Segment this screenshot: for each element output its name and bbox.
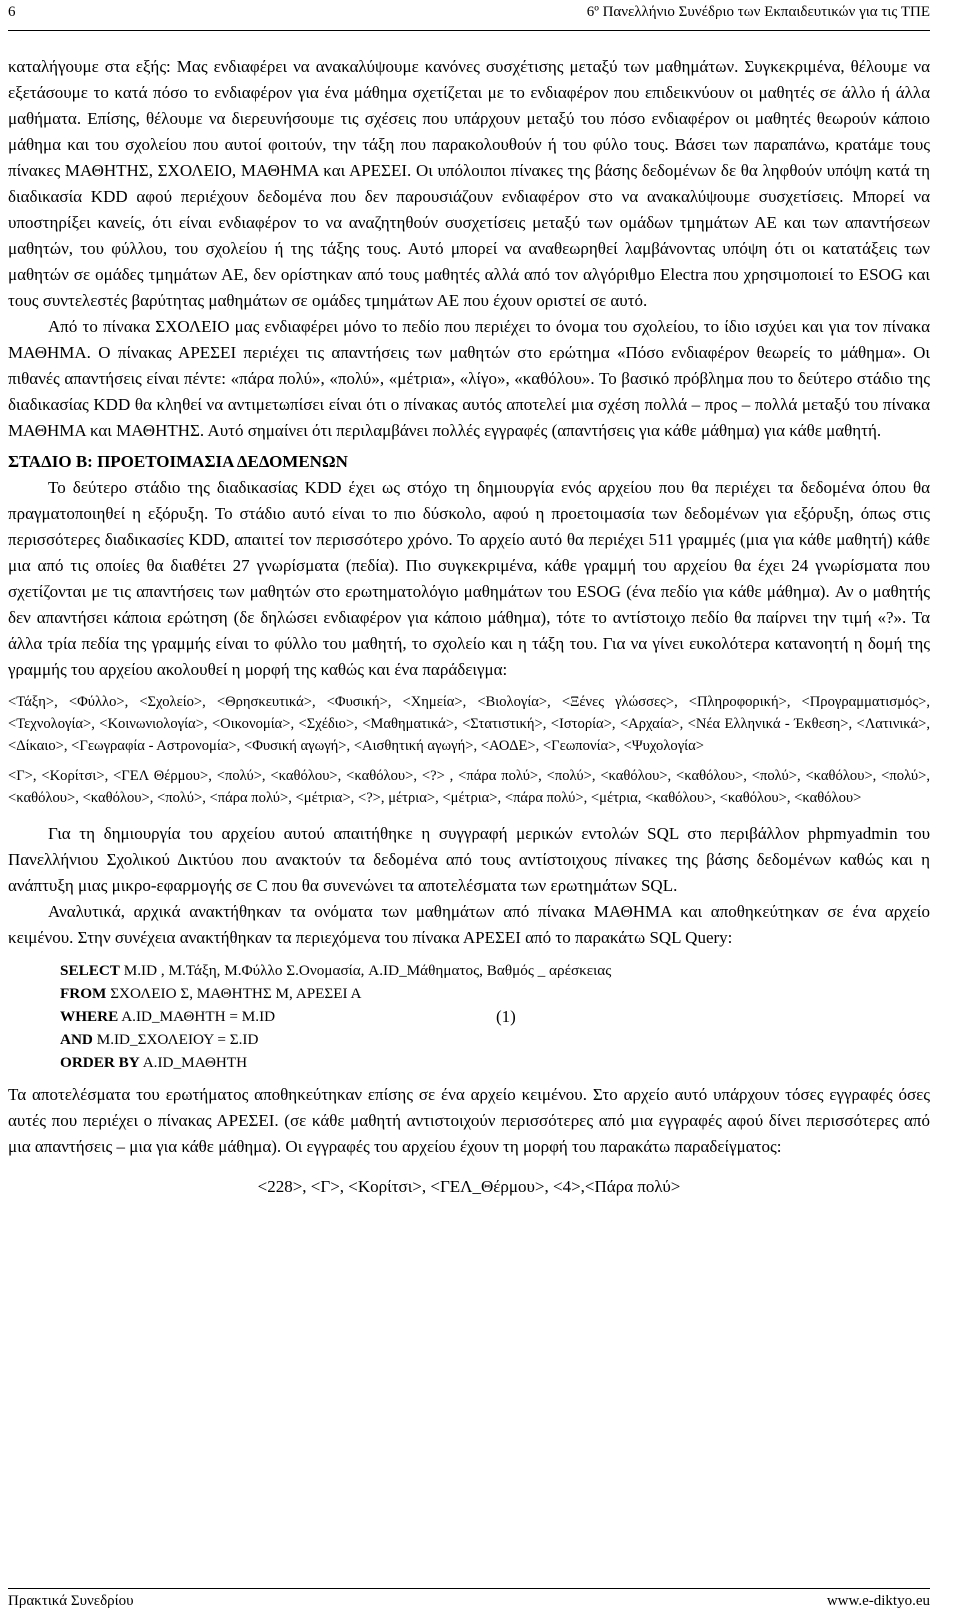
sql-keyword: AND bbox=[60, 1031, 93, 1048]
record-example: <228>, <Γ>, <Κορίτσι>, <ΓΕΛ_Θέρμου>, <4>,<Πάρα πολύ> bbox=[257, 1177, 681, 1196]
paragraph-3: Το δεύτερο στάδιο της διαδικασίας KDD έχει ως στόχο τη δημιουργία ενός αρχείου που θα περιέχει τα δεδομένα όπου θα πραγματοποιηθεί η εξόρυξη. Το στάδιο αυτό είναι το πιο δύσκολο, αφού η προετοιμασία των δεδομένων για εξόρυξη, όπως στις περισσότερες διαδικασίες KDD, απαιτεί τον περισσότερο χρόνο. Το αρχείο αυτό θα περιέχει 511 γραμμές (μια για κάθε μαθητή) κάθε μια από τις οποίες θα διαθέτει 27 γνωρίσματα (πεδία). Πιο συγκεκριμένα, κάθε γραμμή του αρχείου θα έχει 24 γνωρίσματα που σχετίζονται με τις απαντήσεις των μαθητών στο ερωτηματολόγιο μαθημάτων του ESOG (ένα πεδίο για κάθε μάθημα). Αν ο μαθητής δεν απαντήσει κάποια ερώτηση (δε δηλώσει ενδιαφέρον για κάποιο μάθημα), τότε το αντίστοιχο πεδίο θα παίρνει την τιμή «?». Τα άλλα τρία πεδία της γραμμής είναι το φύλλο του μαθητή, το σχολείο και η τάξη του. Για να γίνει ευκολότερα κατανοητή η δομή της γραμμής του αρχείου ακολουθεί η μορφή της καθώς και ένα παράδειγμα: bbox=[8, 478, 930, 679]
sql-line-from: FROM ΣΧΟΛΕΙΟ Σ, ΜΑΘΗΤΗΣ Μ, ΑΡΕΣΕΙ Α bbox=[60, 985, 362, 1002]
paragraph-1: καταλήγουμε στα εξής: Μας ενδιαφέρει να ανακαλύψουμε κανόνες συσχέτισης μεταξύ των μαθημάτων. Συγκεκριμένα, θέλουμε να εξετάσουμε το κατά πόσο το ενδιαφέρον για ένα μάθημα σχετίζεται με το ενδιαφέρον που επιδεικνύουν οι μαθητές σε άλλο ή άλλα μαθήματα. Επίσης, θέλουμε να διερευνήσουμε τις σχέσεις που υπάρχουν μεταξύ του πόσο ενδιαφέρον οι μαθητές θεωρούν κάποιο μάθημα και του σχολείου που αυτοί φοιτούν, την τάξη που παρακολουθούν ή του φύλο τους. Βάσει των παραπάνω, κρατάμε τους πίνακες ΜΑΘΗΤΗΣ, ΣΧΟΛΕΙΟ, ΜΑΘΗΜΑ και ΑΡΕΣΕΙ. Οι υπόλοιποι πίνακες της βάσης δεδομένων δε θα ληφθούν υπόψη κατά τη διαδικασία KDD αφού περιέχουν δεδομένα που δεν παρουσιάζουν ενδιαφέρον στο να ανακαλύψουμε συσχετίσεις. Μπορεί να υποστηρίξει κανείς, ότι είναι ενδιαφέρον το να αναζητηθούν συσχετίσεις μεταξύ των ομάδων τμημάτων ΑΕ και των απαντήσεων μαθητών, του φύλλου, του σχολείου ή της τάξης τους. Αυτό μπορεί να αναθεωρηθεί λαμβάνοντας υπόψη ότι οι κατατάξεις των μαθητών σε ομάδες τμημάτων ΑΕ, δεν ορίστηκαν από τους μαθητές αλλά από τον αλγόριθμο Electra που χρησιμοποιεί το ESOG και τους συντελεστές βαρύτητας μαθημάτων σε ομάδες τμημάτων ΑΕ που έχουν οριστεί σε αυτό. bbox=[8, 57, 930, 310]
footer-website: www.e-diktyo.eu bbox=[826, 1593, 930, 1609]
paragraph-6: Τα αποτελέσματα του ερωτήματος αποθηκεύτηκαν επίσης σε ένα αρχείο κειμένου. Στο αρχείο αυτό υπάρχουν τόσες εγγραφές όσες αυτές που περιέχει ο πίνακας ΑΡΕΣΕΙ. (σε κάθε μαθητή αντιστοιχούν περισσότερες από μια εγγραφές αφού δίνει περισσότερες από μια απαντήσεις – μια για κάθε μάθημα). Οι εγγραφές του αρχείου έχουν τη μορφή του παρακάτω παραδείγματος: bbox=[8, 1085, 930, 1156]
running-header bbox=[8, 0, 930, 31]
paragraph-4: Για τη δημιουργία του αρχείου αυτού απαιτήθηκε η συγγραφή μερικών εντολών SQL στο περιβάλλον phpmyadmin του Πανελλήνιου Σχολικού Δικτύου που ανακτούν τα δεδομένα από τους αντίστοιχους πίνακες της βάσης δεδομένων καθώς και η ανάπτυξη μιας μικρο-εφαρμογής σε C που θα συνενώνει τα αποτελέσματα των ερωτημάτων SQL. bbox=[8, 824, 930, 895]
section-heading: ΣΤΑΔΙΟ Β: ΠΡΟΕΤΟΙΜΑΣΙΑ ΔΕΔΟΜΕΝΩΝ bbox=[8, 452, 348, 471]
main-text bbox=[8, 54, 930, 1200]
footer-left: Πρακτικά Συνεδρίου bbox=[8, 1593, 134, 1609]
sql-keyword: ORDER BY bbox=[60, 1054, 140, 1071]
sql-keyword: WHERE bbox=[60, 1008, 119, 1025]
sql-line-where: WHERE A.ID_ΜΑΘΗΤΗ = M.ID bbox=[60, 1008, 276, 1025]
sql-keyword: FROM bbox=[60, 985, 107, 1002]
fields-list: <Τάξη>, <Φύλλο>, <Σχολείο>, <Θρησκευτικά>, <Φυσική>, <Χημεία>, <Βιολογία>, <Ξένες γλώσσες>, <Πληροφορική>, <Προγραμματισμός>, <Τεχνολογία>, <Κοινωνιολογία>, <Οικονομία>, <Σχέδιο>, <Μαθηματικά>, <Στατιστική>, <Ιστορία>, <Αρχαία>, <Νέα Ελληνικά - Έκθεση>, <Λατινικά>, <Δίκαιο>, <Γεωγραφία - Αστρονομία>, <Φυσική αγωγή>, <Αισθητική αγωγή>, <ΑΟΔΕ>, <Γεωπονία>, <Ψυχολογία> bbox=[8, 694, 930, 754]
paragraph-5: Αναλυτικά, αρχικά ανακτήθηκαν τα ονόματα των μαθημάτων από πίνακα ΜΑΘΗΜΑ και αποθηκεύτηκαν σε ένα αρχείο κειμένου. Στην συνέχεια ανακτήθηκαν τα περιεχόμενα του πίνακα ΑΡΕΣΕΙ από το παρακάτω SQL Query: bbox=[8, 902, 930, 947]
sql-query bbox=[60, 959, 930, 1074]
paragraph-2: Από το πίνακα ΣΧΟΛΕΙΟ μας ενδιαφέρει μόνο το πεδίο που περιέχει το όνομα του σχολείου, το ίδιο ισχύει και για τον πίνακα ΜΑΘΗΜΑ. Ο πίνακας ΑΡΕΣΕΙ περιέχει τις απαντήσεις των μαθητών στο ερώτημα «Πόσο ενδιαφέρον θεωρείς το μάθημα». Οι πιθανές απαντήσεις είναι πέντε: «πάρα πολύ», «πολύ», «μέτρια», «λίγο», «καθόλου». Το βασικό πρόβλημα που το δεύτερο στάδιο της διαδικασίας KDD θα κληθεί να αντιμετωπίσει είναι ότι ο πίνακας αυτός αποτελεί μια σχέση πολλά – προς – πολλά μεταξύ του πίνακα ΜΑΘΗΜΑ και ΜΑΘΗΤΗΣ. Αυτό σημαίνει ότι περιλαμβάνει πολλές εγγραφές (απαντήσεις για κάθε μάθημα) για κάθε μαθητή. bbox=[8, 317, 930, 440]
example-list: <Γ>, <Κορίτσι>, <ΓΕΛ Θέρμου>, <πολύ>, <καθόλου>, <καθόλου>, <?> , <πάρα πολύ>, <πολύ>, <καθόλου>, <καθόλου>, <πολύ>, <καθόλου>, <πολύ>, <καθόλου>, <καθόλου>, <πολύ>, <πάρα πολύ>, <μέτρια>, <?>, μέτρια>, <μέτρια>, <πάρα πολύ>, <μέτρια, <καθόλου>, <καθόλου>, <καθόλου> bbox=[8, 768, 930, 806]
running-footer bbox=[8, 1588, 930, 1615]
page-number: 6 bbox=[8, 4, 16, 20]
equation-number: (1) bbox=[496, 1007, 516, 1026]
running-title: 6º Πανελλήνιο Συνέδριο των Εκπαιδευτικών για τις ΤΠΕ bbox=[586, 4, 930, 20]
sql-keyword: SELECT bbox=[60, 962, 120, 979]
sql-line-and: AND M.ID_ΣΧΟΛΕΙΟΥ = Σ.ID bbox=[60, 1031, 259, 1048]
sql-line-order: ORDER BY A.ID_ΜΑΘΗΤΗ bbox=[60, 1054, 248, 1071]
sql-line-select: SELECT M.ID , M.Τάξη, M.Φύλλο Σ.Ονομασία, A.ID_Μάθηματος, Βαθμός _ αρέσκειας bbox=[60, 962, 612, 979]
